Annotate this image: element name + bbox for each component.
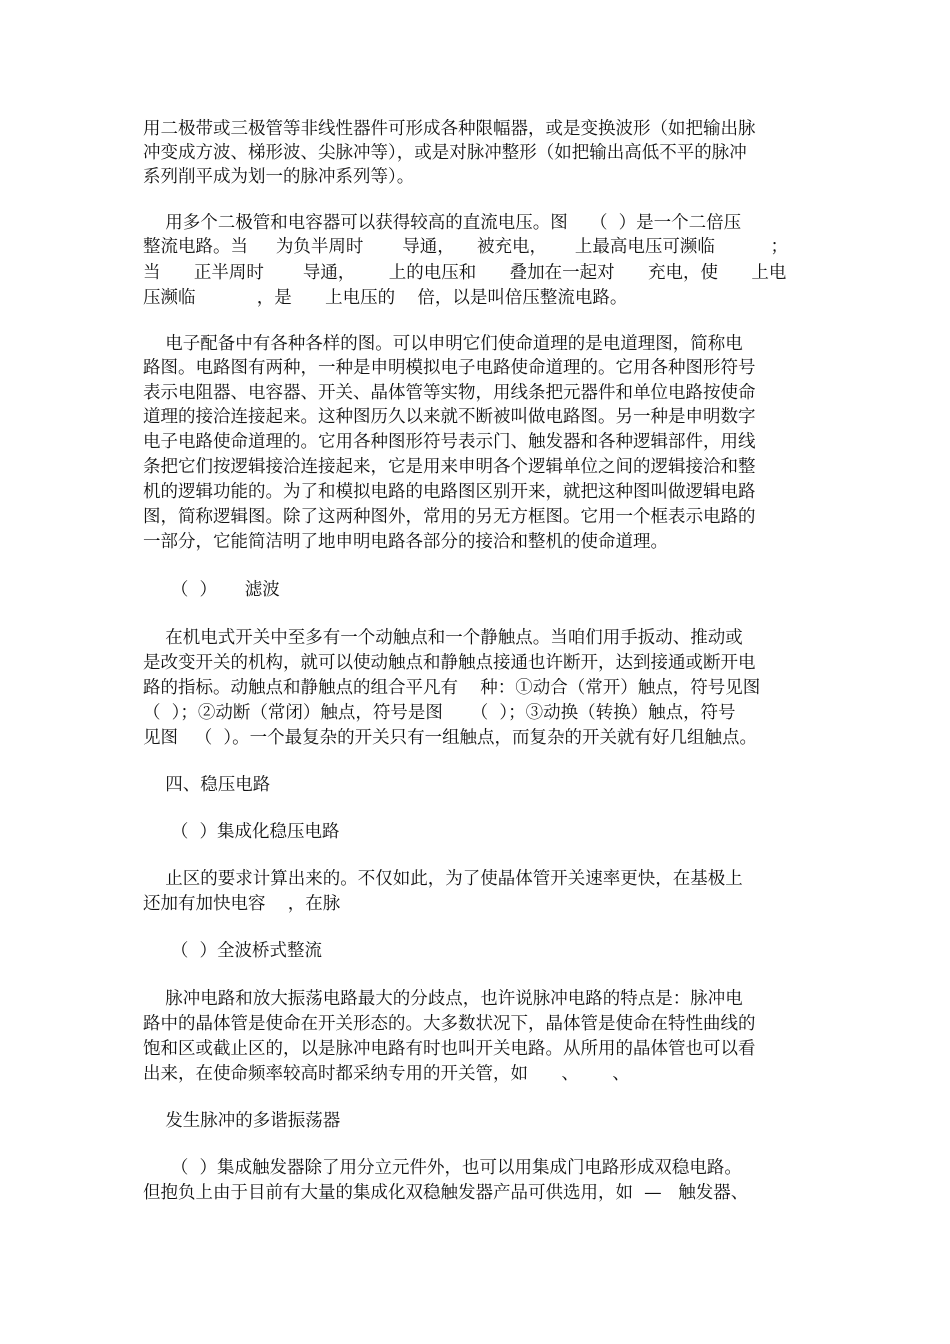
text-line: 路图。电路图有两种，一种是申明模拟电子电路使命道理的。它用各种图形符号	[143, 358, 756, 378]
section-heading: 四、稳压电路	[143, 775, 271, 795]
section-heading: 发生脉冲的多谐振荡器	[143, 1111, 341, 1131]
text-line: 一部分，它能简洁明了地申明电路各部分的接洽和整机的使命道理。	[143, 532, 668, 552]
text-line: 机的逻辑功能的。为了和模拟电路的电路图区别开来，就把这种图叫做逻辑电路	[143, 482, 756, 502]
text-line: 图，简称逻辑图。除了这两种图外，常用的另无方框图。它用一个框表示电路的	[143, 507, 756, 527]
text-line: 电子电路使命道理的。它用各种图形符号表示门、触发器和各种逻辑部件，用线	[143, 432, 756, 452]
text-line: 在机电式开关中至多有一个动触点和一个静触点。当咱们用手扳动、推动或	[143, 628, 743, 648]
text-line: 路中的晶体管是使命在开关形态的。大多数状况下，晶体管是使命在特性曲线的	[143, 1014, 756, 1034]
section-heading: （ ）全波桥式整流	[143, 941, 322, 961]
section-heading: （ ） 滤波	[143, 580, 280, 600]
text-line: 当 正半周时 导通， 上的电压和 叠加在一起对 充电，使 上电	[143, 263, 787, 283]
text-line: 止区的要求计算出来的。不仅如此，为了使晶体管开关速率更快，在基极上	[143, 869, 743, 889]
text-line: 用二极带或三极管等非线性器件可形成各种限幅器，或是变换波形（如把输出脉	[143, 119, 756, 139]
text-line: 整流电路。当 为负半周时 导通， 被充电， 上最高电压可濒临 ；	[143, 237, 788, 257]
text-line: 压濒临 ，是 上电压的 倍，以是叫倍压整流电路。	[143, 288, 628, 308]
text-line: 电子配备中有各种各样的图。可以申明它们使命道理的是电道理图，简称电	[143, 334, 743, 354]
text-line: 饱和区或截止区的，以是脉冲电路有时也叫开关电路。从所用的晶体管也可以看	[143, 1039, 756, 1059]
text-line: 条把它们按逻辑接洽连接起来，它是用来申明各个逻辑单位之间的逻辑接洽和整	[143, 457, 756, 477]
section-heading: （ ）集成化稳压电路	[143, 822, 340, 842]
text-line: 还加有加快电容 ，在脉	[143, 894, 341, 914]
text-line: 冲变成方波、梯形波、尖脉冲等），或是对脉冲整形（如把输出高低不平的脉冲	[143, 143, 747, 163]
text-line: 但抱负上由于目前有大量的集成化双稳触发器产品可供选用，如 — 触发器、	[143, 1183, 749, 1203]
text-line: 见图 （ ）。一个最复杂的开关只有一组触点，而复杂的开关就有好几组触点。	[143, 728, 758, 748]
text-line: 系列削平成为划一的脉冲系列等）。	[143, 167, 415, 187]
text-line: （ ）；②动断（常闭）触点，符号是图 （ ）；③动换（转换）触点，符号	[143, 703, 736, 723]
text-line: 用多个二极管和电容器可以获得较高的直流电压。图 （ ）是一个二倍压	[143, 213, 742, 233]
text-line: 表示电阻器、电容器、开关、晶体管等实物，用线条把元器件和单位电路按使命	[143, 383, 756, 403]
text-line: 道理的接洽连接起来。这种图历久以来就不断被叫做电路图。另一种是申明数字	[143, 407, 756, 427]
text-line: 路的指标。动触点和静触点的组合平凡有 种：①动合（常开）触点，符号见图	[143, 678, 761, 698]
text-line: （ ）集成触发器除了用分立元件外，也可以用集成门电路形成双稳电路。	[143, 1158, 742, 1178]
text-line: 是改变开关的机构，就可以使动触点和静触点接通也许断开，达到接通或断开电	[143, 653, 756, 673]
text-line: 脉冲电路和放大振荡电路最大的分歧点，也许说脉冲电路的特点是：脉冲电	[143, 989, 743, 1009]
text-line: 出来，在使命频率较高时都采纳专用的开关管，如 、 、	[143, 1064, 630, 1084]
